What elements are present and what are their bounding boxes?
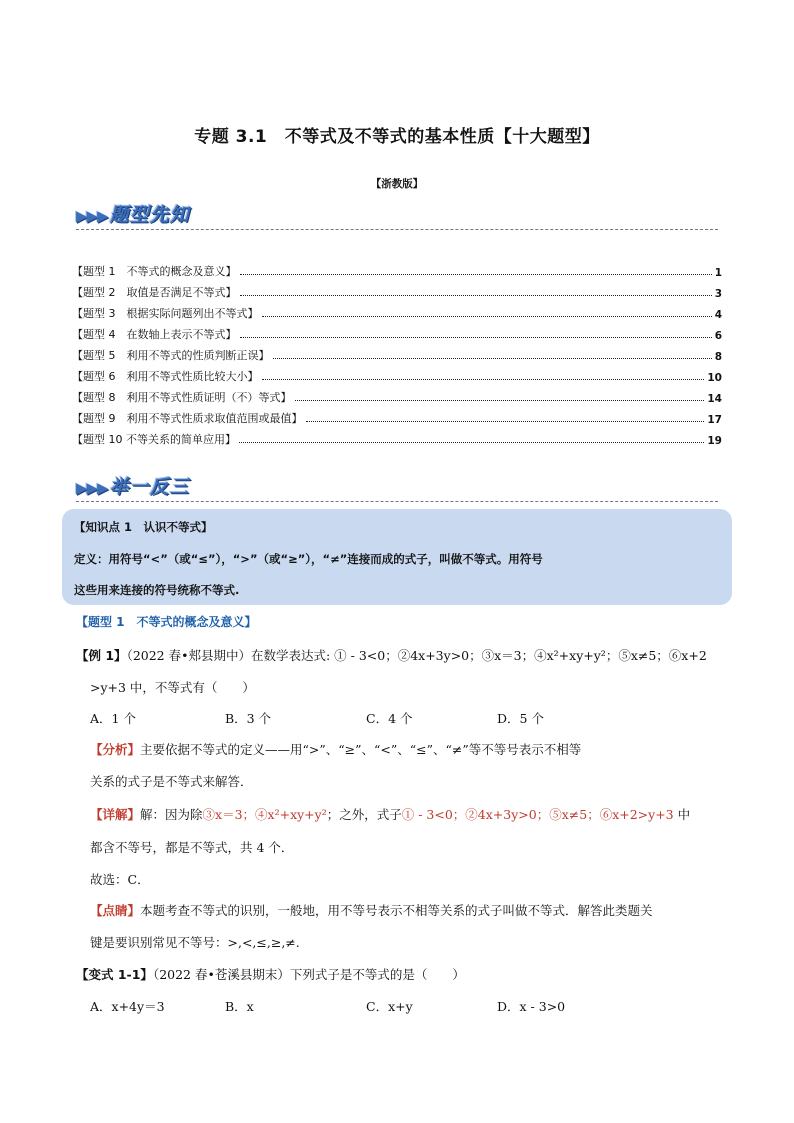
- detail-tag: 【详解】: [90, 807, 141, 822]
- toc-page: 8: [714, 351, 722, 363]
- knowledge-title: 【知识点 1 认识不等式】: [74, 520, 213, 534]
- detail-line2: 都含不等号，都是不等式，共 4 个．: [90, 840, 294, 855]
- analysis-tag: 【分析】: [90, 742, 141, 757]
- toc-leader: [262, 316, 712, 317]
- toc-page: 14: [707, 393, 722, 405]
- toc-item[interactable]: [72, 405, 722, 426]
- option-d[interactable]: D．5 个: [497, 711, 544, 726]
- toc-page: 6: [714, 330, 722, 342]
- variant-question: [76, 965, 465, 983]
- detail-text-a: 解：因为除: [140, 807, 203, 822]
- variant-option-a[interactable]: A．x+4y＝3: [90, 999, 165, 1014]
- toc-item[interactable]: [72, 300, 722, 321]
- toc-label: 【题型 3 根据实际问题列出不等式】: [72, 307, 259, 320]
- toc-page: 3: [714, 288, 722, 300]
- toc-leader: [240, 274, 712, 275]
- comment-line2: 键是要识别常见不等号：>,<,≤,≥,≠.: [90, 935, 300, 950]
- banner-preview-text: 题型先知: [109, 204, 190, 226]
- variant-option-d[interactable]: D．x - 3>0: [497, 999, 566, 1014]
- toc-leader: [306, 421, 705, 422]
- knowledge-definition-line2: 这些用来连接的符号统称不等式.: [74, 583, 240, 597]
- analysis-line1: [90, 740, 581, 758]
- toc-page: 17: [707, 414, 722, 426]
- toc-page: 4: [714, 309, 722, 321]
- detail-text-e: 中: [673, 807, 691, 822]
- toc-page: 1: [714, 267, 722, 279]
- toc-item[interactable]: [72, 384, 722, 405]
- toc-item[interactable]: [72, 342, 722, 363]
- example-question-line1: [76, 646, 707, 664]
- divider: [76, 501, 718, 502]
- comment-line1: [90, 901, 653, 919]
- toc-leader: [240, 337, 712, 338]
- variant-text: （2022 春•苍溪县期末）下列式子是不等式的是（ ）: [152, 967, 465, 982]
- toc-leader: [240, 295, 712, 296]
- option-c[interactable]: C．4 个: [366, 711, 413, 726]
- toc-label: 【题型 5 利用不等式的性质判断正误】: [72, 349, 270, 362]
- toc-item[interactable]: [72, 258, 722, 279]
- page-title: 专题 3.1 不等式及不等式的基本性质【十大题型】: [194, 127, 600, 147]
- triple-arrow-icon: ▶▶▶: [76, 479, 108, 497]
- option-a[interactable]: A．1 个: [90, 711, 136, 726]
- toc-label: 【题型 8 利用不等式性质证明（不）等式】: [72, 391, 292, 404]
- toc-label: 【题型 10 不等关系的简单应用】: [72, 433, 236, 446]
- variant-label: 【变式 1-1】: [76, 967, 153, 982]
- toc-page: 19: [707, 435, 722, 447]
- comment-tag: 【点睛】: [90, 903, 141, 918]
- detail-text-c: ；之外，式子: [326, 807, 402, 822]
- section-heading: 【题型 1 不等式的概念及意义】: [76, 615, 257, 629]
- detail-text-d: ① - 3<0；②4x+3y>0；⑤x≠5；⑥x+2>y+3: [401, 807, 674, 822]
- toc-page: 10: [707, 372, 722, 384]
- toc-label: 【题型 1 不等式的概念及意义】: [72, 265, 237, 278]
- toc-item[interactable]: [72, 363, 722, 384]
- toc-label: 【题型 6 利用不等式性质比较大小】: [72, 370, 259, 383]
- toc-label: 【题型 4 在数轴上表示不等式】: [72, 328, 237, 341]
- answer-line: 故选：C．: [90, 872, 150, 887]
- table-of-contents: [72, 258, 722, 447]
- toc-item[interactable]: [72, 426, 722, 447]
- toc-leader: [262, 379, 705, 380]
- toc-leader: [295, 400, 705, 401]
- toc-leader: [239, 442, 704, 443]
- knowledge-definition-line1: 定义：用符号“<”（或“≤”），“>”（或“≥”），“≠”连接而成的式子，叫做不等式。用符号: [74, 552, 543, 566]
- banner-preview: [76, 200, 190, 227]
- toc-label: 【题型 2 取值是否满足不等式】: [72, 286, 237, 299]
- detail-text-b: ③x＝3；④x²+xy+y²: [202, 807, 327, 822]
- banner-practice: [76, 472, 190, 499]
- example-question-text: （2022 春•郏县期中）在数学表达式: ① - 3<0；②4x+3y>0；③x＝3；④x²+xy+y²；⑤x≠5；⑥x+2: [126, 648, 707, 663]
- analysis-line2: 关系的式子是不等式来解答．: [90, 774, 253, 789]
- comment-text: 本题考查不等式的识别，一般地，用不等号表示不相等关系的式子叫做不等式．解答此类题关: [140, 903, 653, 918]
- detail-line1: [90, 805, 690, 823]
- toc-label: 【题型 9 利用不等式性质求取值范围或最值】: [72, 412, 303, 425]
- example-label: 【例 1】: [76, 648, 127, 663]
- toc-item[interactable]: [72, 321, 722, 342]
- banner-practice-text: 举一反三: [109, 476, 190, 498]
- example-question-line2: >y+3 中，不等式有（ ）: [90, 680, 255, 695]
- analysis-text: 主要依据不等式的定义——用“>”、“≥”、“<”、“≤”、“≠”等不等号表示不相等: [140, 742, 582, 757]
- divider: [76, 229, 718, 230]
- triple-arrow-icon: ▶▶▶: [76, 207, 108, 225]
- option-b[interactable]: B．3 个: [225, 711, 272, 726]
- toc-leader: [273, 358, 712, 359]
- variant-option-b[interactable]: B．x: [225, 999, 254, 1014]
- variant-option-c[interactable]: C．x+y: [366, 999, 413, 1014]
- knowledge-box: [62, 509, 732, 605]
- edition-subtitle: 【浙教版】: [370, 178, 424, 190]
- toc-item[interactable]: [72, 279, 722, 300]
